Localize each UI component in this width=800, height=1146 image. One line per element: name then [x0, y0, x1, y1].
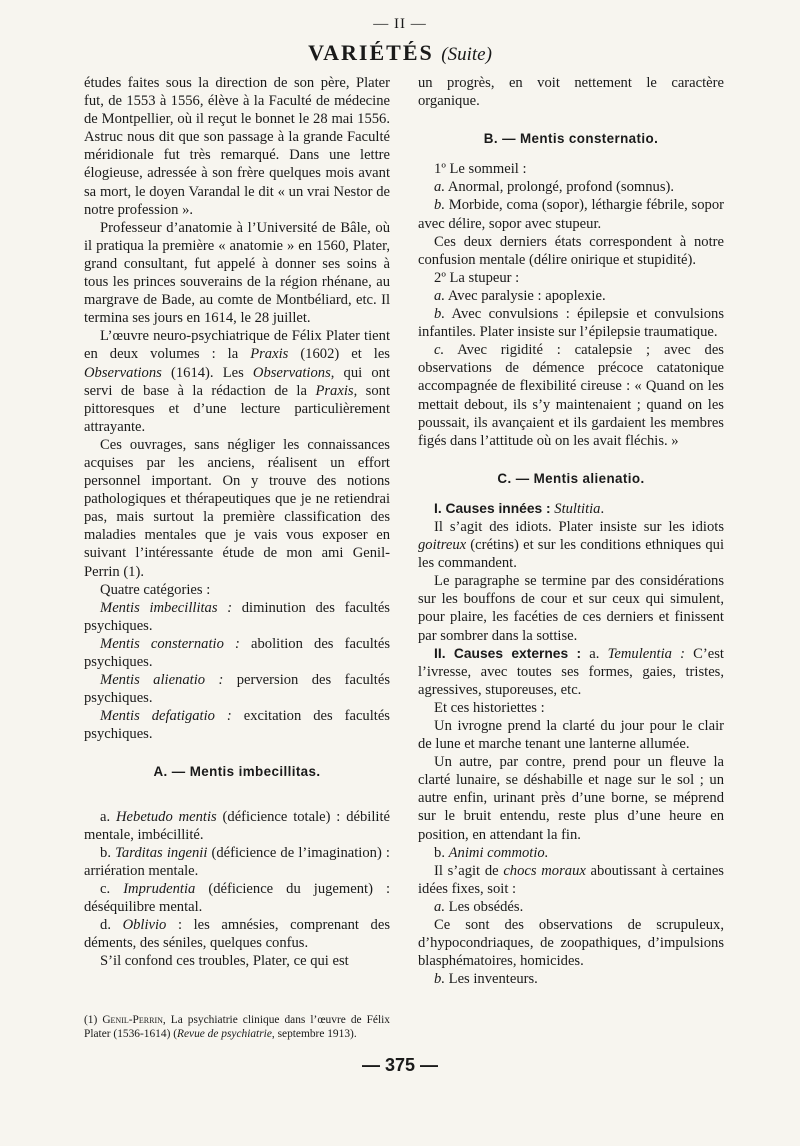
- left-column: [84, 74, 390, 970]
- page-number: — 375 —: [361, 1055, 439, 1075]
- text-span: (déficience du jugement) : déséquilibre mental.: [84, 880, 390, 916]
- list-item: [418, 287, 724, 305]
- paragraph: Le paragraphe se termine par des considérations sur les bouffons de cour et sur ceux qui simulent, pour plaire, les facéties de ces derniers et finissent par sombrer dans la sottise.: [418, 573, 724, 644]
- list-item: [418, 341, 724, 450]
- text-span: Morbide, coma (sopor), léthargie fébrile, sopor avec délire, sopor avec stupeur.: [418, 197, 724, 232]
- text-span: (1602) et les: [288, 346, 390, 363]
- italic-term: Tarditas ingenii: [115, 844, 208, 861]
- subsection-label: I. Causes innées :: [434, 500, 551, 516]
- text-span: Avec convulsions : épilepsie et convulsions infantiles. Plater insiste sur l’épilepsie traumatique.: [418, 306, 724, 341]
- subsection-heading: I. Causes innées : Stultitia.: [434, 500, 605, 517]
- italic-term: Observations: [252, 364, 331, 381]
- italic-term: Animi commotio.: [448, 844, 549, 861]
- subsection-label: II. Causes externes :: [434, 645, 582, 661]
- page-footer-number: [0, 1055, 800, 1076]
- item-label: a.: [100, 808, 117, 825]
- text-span: , qui ont servi de base à la rédaction de la: [84, 364, 391, 399]
- list-item: [418, 898, 724, 916]
- italic-term: Mentis imbecillitas :: [100, 599, 233, 616]
- text-span: , La psychiatrie clinique dans l’œuvre de Félix Plater (1536-1614) (: [84, 1014, 390, 1040]
- paragraph: S’il confond ces troubles, Plater, ce qui est: [100, 953, 349, 970]
- text-span: , septembre 1913).: [271, 1027, 357, 1040]
- italic-term: Hebetudo mentis: [116, 808, 217, 825]
- paragraph: Professeur d’anatomie à l’Université de Bâle, où il pratiqua la première « anatomie » en 1560, Plater, grand consultant, fut appelé à donner ses soins à tous les princes souverains de la région rhénane, au margrave de Bade, au comte de Montbéliard, etc. Il termina ses jours en 1614, le 28 juillet.: [84, 219, 390, 327]
- paragraph: [84, 327, 390, 436]
- list-item: [418, 970, 724, 988]
- category-item: [84, 671, 390, 707]
- item-label: c.: [100, 880, 124, 897]
- paragraph: Ce sont des observations de scrupuleux, d’hypocondriaques, de zoopathiques, d’impulsions blasphématoires, homicides.: [418, 917, 724, 970]
- italic-term: goitreux: [418, 537, 467, 554]
- text-span: Avec paralysie : apoplexie.: [445, 287, 606, 304]
- paragraph: Un ivrogne prend la clarté du jour pour le clair de lune et marche tenant une lanterne allumée.: [418, 718, 724, 753]
- item-label: c.: [434, 342, 445, 359]
- list-item: [84, 844, 390, 880]
- text-span: (1614). Les: [161, 364, 253, 381]
- text-span: perversion des facultés psychiques.: [84, 672, 391, 707]
- list-item: [418, 196, 724, 232]
- text-span: , sont pittoresques et d’une lecture particulièrement attrayante.: [84, 382, 391, 435]
- list-item: [84, 808, 390, 844]
- text-span: abolition des facultés psychiques.: [84, 635, 390, 670]
- text-span: Il s’agit des idiots. Plater insiste sur les idiots: [434, 518, 724, 535]
- text-span: L’œuvre neuro-psychiatrique de Félix Plater tient en deux volumes : la: [84, 328, 390, 363]
- item-label: a.: [434, 179, 445, 196]
- paragraph: [418, 518, 724, 572]
- text-span: Avec rigidité : catalepsie ; avec des observations de démence précoce catatonique accompagnée de flexibilité cireuse : « Quand on les mettait debout, ils s’y maintenaient ; quand on les poussait, ils avançaient et ils gardaient les membres figés dans l’attitude où on les avait fléchis. »: [418, 342, 724, 449]
- item-label: a.: [434, 287, 445, 304]
- paragraph: un progrès, en voit nettement le caractère organique.: [418, 75, 724, 110]
- text-span: C’est l’ivresse, avec toutes ses formes, gaies, tristes, agressives, stuporeuses, etc.: [418, 645, 724, 698]
- running-title: [0, 40, 800, 66]
- footnote-author: Genil-Perrin: [102, 1014, 163, 1026]
- italic-term: chocs moraux: [503, 862, 586, 879]
- list-item: 1º Le sommeil :: [434, 161, 527, 178]
- item-label: b.: [434, 197, 445, 214]
- italic-term: Stultitia: [554, 500, 601, 517]
- paragraph: études faites sous la direction de son père, Plater fut, de 1553 à 1556, élève à la Faculté de médecine de Montpellier, où il reçut le bonnet le 28 mai 1556. Astruc nous dit que son passage à la grande Faculté méridionale fut très remarqué. Dans une lettre élogieuse, adressée à son frère quelques mois avant sa mort, le doyen Varandal le dit « un vrai Nestor de notre profession ».: [84, 75, 390, 218]
- text-span: aboutissant à certaines idées fixes, soit :: [418, 862, 724, 897]
- list-item: [84, 916, 390, 952]
- list-item: [418, 305, 724, 341]
- text-span: Les obsédés.: [445, 898, 524, 915]
- item-label: d.: [100, 917, 123, 934]
- paragraph: [418, 862, 724, 898]
- title-suffix: (Suite): [441, 44, 492, 65]
- right-column: [418, 74, 724, 988]
- text-span: : les amnésies, comprenant des déments, des séniles, quelques confus.: [84, 917, 390, 952]
- italic-term: Praxis: [250, 346, 289, 363]
- italic-term: Mentis alienatio :: [100, 672, 224, 689]
- text-span: Anormal, prolongé, profond (somnus).: [445, 179, 675, 196]
- item-label: b.: [434, 844, 449, 861]
- paragraph: Un autre, par contre, prend pour un fleuve la clarté lunaire, se déshabille et nage sur le sol ; un autre enfin, urinant près d’une borne, se méprend sur le bruit entendu, reste plus d’une heure en position, en attendant la fin.: [418, 754, 724, 843]
- italic-term: Oblivio: [122, 917, 167, 934]
- italic-term: Mentis defatigatio :: [100, 708, 232, 725]
- footnote-number: (1): [84, 1014, 103, 1026]
- item-label: b.: [434, 306, 445, 323]
- paragraph: Quatre catégories :: [100, 581, 211, 598]
- text-span: (déficience de l’imagination) : arriération mentale.: [84, 844, 390, 879]
- category-item: [84, 599, 390, 635]
- category-item: [84, 635, 390, 671]
- item-label: b.: [100, 844, 116, 861]
- paragraph: Ces deux derniers états correspondent à notre confusion mentale (délire onirique et stupidité).: [418, 233, 724, 268]
- italic-term: Praxis: [315, 382, 354, 399]
- italic-term: Temulentia :: [607, 645, 685, 662]
- footnote: [84, 1014, 390, 1041]
- italic-term: Mentis consternatio :: [100, 635, 240, 652]
- text-span: Les inventeurs.: [445, 971, 538, 988]
- italic-term: Observations: [84, 364, 162, 381]
- subsection-heading: [418, 645, 724, 699]
- list-item: [418, 178, 724, 196]
- item-label: a.: [581, 645, 608, 662]
- text-span: Il s’agit de: [434, 862, 504, 879]
- list-item: 2º La stupeur :: [434, 269, 520, 286]
- list-item: [84, 880, 390, 916]
- page-header-number: — II —: [373, 16, 427, 32]
- list-item: [418, 844, 724, 862]
- title-text: VARIÉTÉS: [308, 40, 434, 65]
- section-heading-a: A. — Mentis imbecillitas.: [153, 764, 321, 780]
- paragraph: Et ces historiettes :: [434, 699, 545, 716]
- category-item: [84, 707, 390, 743]
- item-label: a.: [434, 898, 445, 915]
- item-label: b.: [434, 971, 445, 988]
- text-span: (crétins) et sur les conditions ethniques qui les commandent.: [418, 537, 724, 572]
- paragraph: Ces ouvrages, sans négliger les connaissances acquises par les anciens, réalisent un effort personnel important. On y trouve des notions pathologiques et thérapeutiques que je ne retiendrai pas, mais surtout la première classification des maladies mentales que je vais vous exposer en suivant l’intéressante étude de mon ami Genil-Perrin (1).: [84, 436, 390, 580]
- section-heading-c: C. — Mentis alienatio.: [497, 470, 645, 486]
- text-span: diminution des facultés psychiques.: [84, 599, 390, 634]
- text-span: (déficience totale) : débilité mentale, imbécillité.: [84, 808, 390, 843]
- section-heading-b: B. — Mentis consternatio.: [483, 131, 659, 147]
- italic-term: Imprudentia: [123, 880, 196, 897]
- text-span: excitation des facultés psychiques.: [84, 708, 390, 743]
- italic-term: Revue de psychiatrie: [177, 1027, 272, 1040]
